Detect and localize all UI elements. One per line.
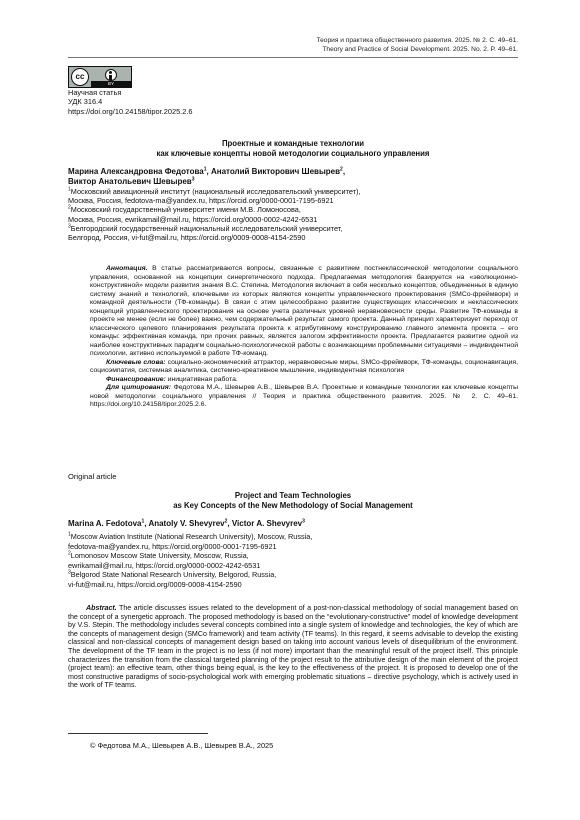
authors-ru: Марина Александровна Федотова$^1$, Анатолий Викторович Шевырев$^2$, Виктор Анатольевич Шевырев$^3$ [68,166,346,187]
aff-en-3-sup: 3 [68,569,71,576]
article-meta [68,88,193,116]
author-en-3: Victor A. Shevyrev [231,519,303,528]
abstract-en-label: Abstract. [86,604,117,612]
aff-3-line1: Белгородский государственный национальный исследовательский университет, [70,223,343,233]
doi-link[interactable]: https://doi.org/10.24158/tipor.2025.2.6 [68,106,193,116]
author-2-sup: 2 [340,166,343,173]
author-2: Анатолий Викторович Шевырев [210,167,341,176]
funding-ru [90,376,518,385]
citation-ru-text: Федотова М.А., Шевырев А.В., Шевырев В.А. Проектные и командные технологии как ключевые концепты новой методологии социального управления // Теория и практика общественного развития. 2025. № 2. С. 49–61. https://doi.org/10.24158/tipor.2025.2.6. [90,384,519,408]
aff-1-line2: Москва, Россия, fedotova-ma@yandex.ru, https://orcid.org/0000-0001-7195-6921 [68,196,334,206]
abstract-ru [90,265,518,359]
author-1: Марина Александровна Федотова [68,167,204,176]
journal-header-en: Theory and Practice of Social Development. 2025. No. 2. P. 49–61. [322,46,518,53]
keywords-ru-text: социально-экономический аттрактор, неравновесные миры, SMCo-фреймворк, ТФ-команды, соционавигация, социоэмпатия, системная аналитика, системно-креативное мышление, индивидентная психология [90,358,519,374]
article-type: Научная статья [68,88,122,97]
original-article-label: Original article [68,472,117,481]
title-en-line1: Project and Team Technologies [234,491,352,500]
footnote-divider [68,733,208,734]
title-ru-line1: Проектные и командные технологии [221,139,365,148]
title-en [68,491,518,511]
aff-2-line2: Москва, Россия, ewrikamail@mail.ru, https://orcid.org/0000-0002-4242-6531 [68,214,318,224]
citation-ru-label: Для цитирования: [106,384,172,391]
author-en-1: Marina A. Fedotova [68,519,142,528]
cc-icon: cc [71,68,89,86]
udc-code: УДК 316.4 [68,97,103,107]
header-divider [68,57,518,58]
aff-3-sup: 3 [68,223,71,230]
keywords-ru [90,359,518,376]
keywords-ru-label: Ключевые слова: [106,358,166,366]
aff-en-1-line2: fedotova-ma@yandex.ru, https://orcid.org/0000-0001-7195-6921 [68,541,277,551]
aff-3-line2: Белгород, Россия, vi-fut@mail.ru, https://orcid.org/0009-0008-4154-2590 [68,233,306,243]
abstract-ru-text: В статье рассматриваются вопросы, связанные с развитием постнеклассической методологии социального управления, основанной на концепции синергетического подхода. Предлагаемая методология базируется на «эволюционно-конструктивной» модели развития знания В.С. Степина. Методология включает в себя несколько концептов, объединенных в единую систему знаний и технологий, ключевыми из которых являются концепты управленческого проектирования (SMCo-фреймворк) и командной деятельности (ТФ-команды). В связи с этим целесообразно развитие существующих классических и неклассических концепций управленческого проектирования на основе учета различных уровней неравновесности среды. Развитие ТФ-команды в проекте не менее (если не более) важно, чем содержательный результат самого проекта. Данный принцип характеризует переход от классического целевого планирования результата проекта к атрибутивному конструированию главного элемента проекта – его команды: эффективная команда, при прочих равных, является залогом эффективности проекта. Предлагается развитие одной из наиболее конструктивных парадигм социально-психологической работы с возникающими проблемными ситуациями – индивидентной психологии, активно используемой в работе ТФ-команд. [90,265,518,357]
attribution-icon [105,69,117,81]
abstract-en-text: The article discusses issues related to the development of a post-non-classical methodology of social management based on the concept of a synergetic approach. The proposed methodology is based on the “evolutionary-constructive” model of knowledge development by V.S. Stepin. The methodology includes several concepts combined into a single system of knowledge and technologies, the key of which are the concepts of management design (SMCo framework) and team activity (TF teams). In this regard, it seems advisable to develop the existing classical and non-classical concepts of management design based on taking into account various levels of disequilibrium of the environment. The development of the TF team in the project is no less (if not more) important than the meaningful result of the project itself. This principle characterizes the transition from the classical targeted planning of the project result to the attributive design of the main element of the project (project team): an effective team, other things being equal, is the key to the effectiveness of the project. It is proposed to develop one of the most constructive paradigms of socio-psychological work with emerging problematic situations – directive psychology, which is actively used in the work of TF teams. [68,604,518,690]
copyright-notice: © Федотова М.А., Шевырев А.В., Шевырев В.А., 2025 [90,741,274,750]
citation-ru [90,384,518,410]
author-en-2: Anatoly V. Shevyrev [148,519,225,528]
aff-2-line1: Московский государственный университет имени М.В. Ломоносова, [70,205,301,215]
aff-en-2-line1: Lomonosov Moscow State University, Moscow, Russia, [70,551,249,561]
aff-en-2-line2: ewrikamail@mail.ru, https://orcid.org/0000-0002-4242-6531 [68,560,261,570]
aff-1-line1: Московский авиационный институт (национальный исследовательский университет), [70,187,361,196]
aff-1-sup: 1 [68,186,71,193]
title-ru-line2: как ключевые концепты новой методологии социального управления [156,149,430,158]
journal-header [316,36,518,54]
aff-en-3-line1: Belgorod State National Research University, Belgorod, Russia, [70,570,277,580]
funding-ru-label: Финансирование: [106,375,166,383]
cc-by-license-badge[interactable] [68,66,132,88]
title-en-line2: as Key Concepts of the New Methodology of Social Management [173,501,413,510]
aff-en-1-line1: Moscow Aviation Institute (National Research University), Moscow, Russia, [70,532,313,541]
author-1-sup: 1 [203,166,207,173]
journal-header-ru: Теория и практика общественного развития. 2025. № 2. С. 49–61. [316,37,518,44]
aff-en-3-line2: vi-fut@mail.ru, https://orcid.org/0009-0008-4154-2590 [68,579,242,589]
abstract-ru-block [90,265,518,410]
author-en-3-sup: 3 [302,518,305,525]
abstract-en-block [68,604,518,690]
affiliations-ru [68,187,518,242]
aff-en-1-sup: 1 [68,531,71,538]
abstract-en [68,604,518,690]
aff-en-2-sup: 2 [68,550,71,557]
author-en-1-sup: 1 [141,518,145,525]
authors-en: Marina A. Fedotova$^1$, Anatoly V. Shevyrev$^2$, Victor A. Shevyrev$^3$ [68,518,305,528]
author-3-sup: 3 [191,176,195,183]
title-ru [68,139,518,159]
author-3: Виктор Анатольевич Шевырев [68,177,192,187]
by-label: BY [91,81,131,87]
author-en-2-sup: 2 [224,518,228,525]
abstract-ru-label: Аннотация. [106,265,148,272]
funding-ru-text: инициативная работа. [167,375,238,383]
affiliations-en [68,532,518,590]
aff-2-sup: 2 [68,204,71,211]
